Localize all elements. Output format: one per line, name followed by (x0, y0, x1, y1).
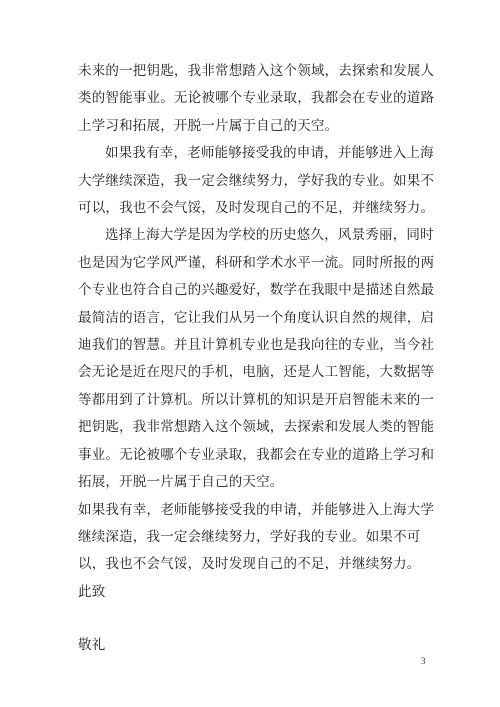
paragraph-2: 如果我有幸，老师能够接受我的申请，并能够进入上海大学继续深造，我一定会继续努力，学好我的专业。如果不可以，我也不会气馁，及时发现自己的不足，并继续努力。 (78, 145, 435, 217)
paragraph-3: 选择上海大学是因为学校的历史悠久，风景秀丽，同时也是因为它学风严谨，科研和学术水平一流。同时所报的两个专业也符合自己的兴趣爱好，数学在我眼中是描述自然最最简洁的语言，它让我们从另一个角度认识自然的规律，启迪我们的智慧。并且计算机专业也是我向往的专业，当今社会无论是近在咫尺的手机，电脑，还是人工智能，大数据等等都用到了计算机。所以计算机的知识是开启智能未来的一把钥匙，我非常想踏入这个领域，去探索和发展人类的智能事业。无论被哪个专业录取，我都会在专业的道路上学习和拓展，开脱一片属于自己的天空。 (78, 227, 435, 491)
letter-body (78, 58, 438, 660)
page-number: 3 (421, 656, 426, 666)
closing-regards: 敬礼 (78, 637, 106, 654)
closing-spacer (78, 606, 438, 632)
paragraph-1: 未来的一把钥匙，我非常想踏入这个领域，去探索和发展人类的智能事业。无论被哪个专业录取，我都会在专业的道路上学习和拓展，开脱一片属于自己的天空。 (78, 63, 435, 134)
paragraph-4: 如果我有幸，老师能够接受我的申请，并能够进入上海大学继续深造，我一定会继续努力，学好我的专业。如果不可以，我也不会气馁，及时发现自己的不足，并继续努力。 (78, 501, 435, 573)
closing-salutation: 此致 (78, 583, 106, 600)
